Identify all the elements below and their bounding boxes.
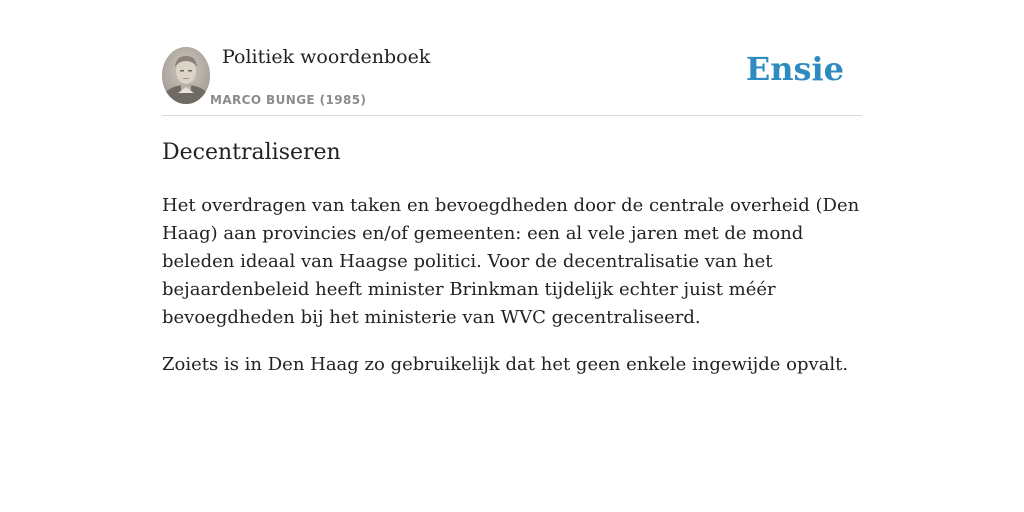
- entry-body: [162, 192, 874, 398]
- entry-paragraph: Het overdragen van taken en bevoegdheden door de centrale overheid (Den Haag) aan provincies en/of gemeenten: een al vele jaren met de mond beleden ideaal van Haagse politici. Voor de decentralisatie van het bejaardenbeleid heeft minister Brinkman tijdelijk echter juist méér bevoegdheden bij het ministerie van WVC gecentraliseerd.: [162, 195, 860, 328]
- entry-paragraph: Zoiets is in Den Haag zo gebruikelijk dat het geen enkele ingewijde opvalt.: [162, 354, 849, 375]
- entry-title: Decentraliseren: [162, 140, 341, 165]
- ensie-logo[interactable]: Ensie: [745, 50, 844, 88]
- header: [162, 46, 862, 116]
- author-name[interactable]: MARCO BUNGE (1985): [210, 93, 367, 107]
- book-title[interactable]: Politiek woordenboek: [222, 46, 431, 68]
- author-avatar[interactable]: [162, 47, 210, 104]
- portrait-image: [162, 47, 210, 104]
